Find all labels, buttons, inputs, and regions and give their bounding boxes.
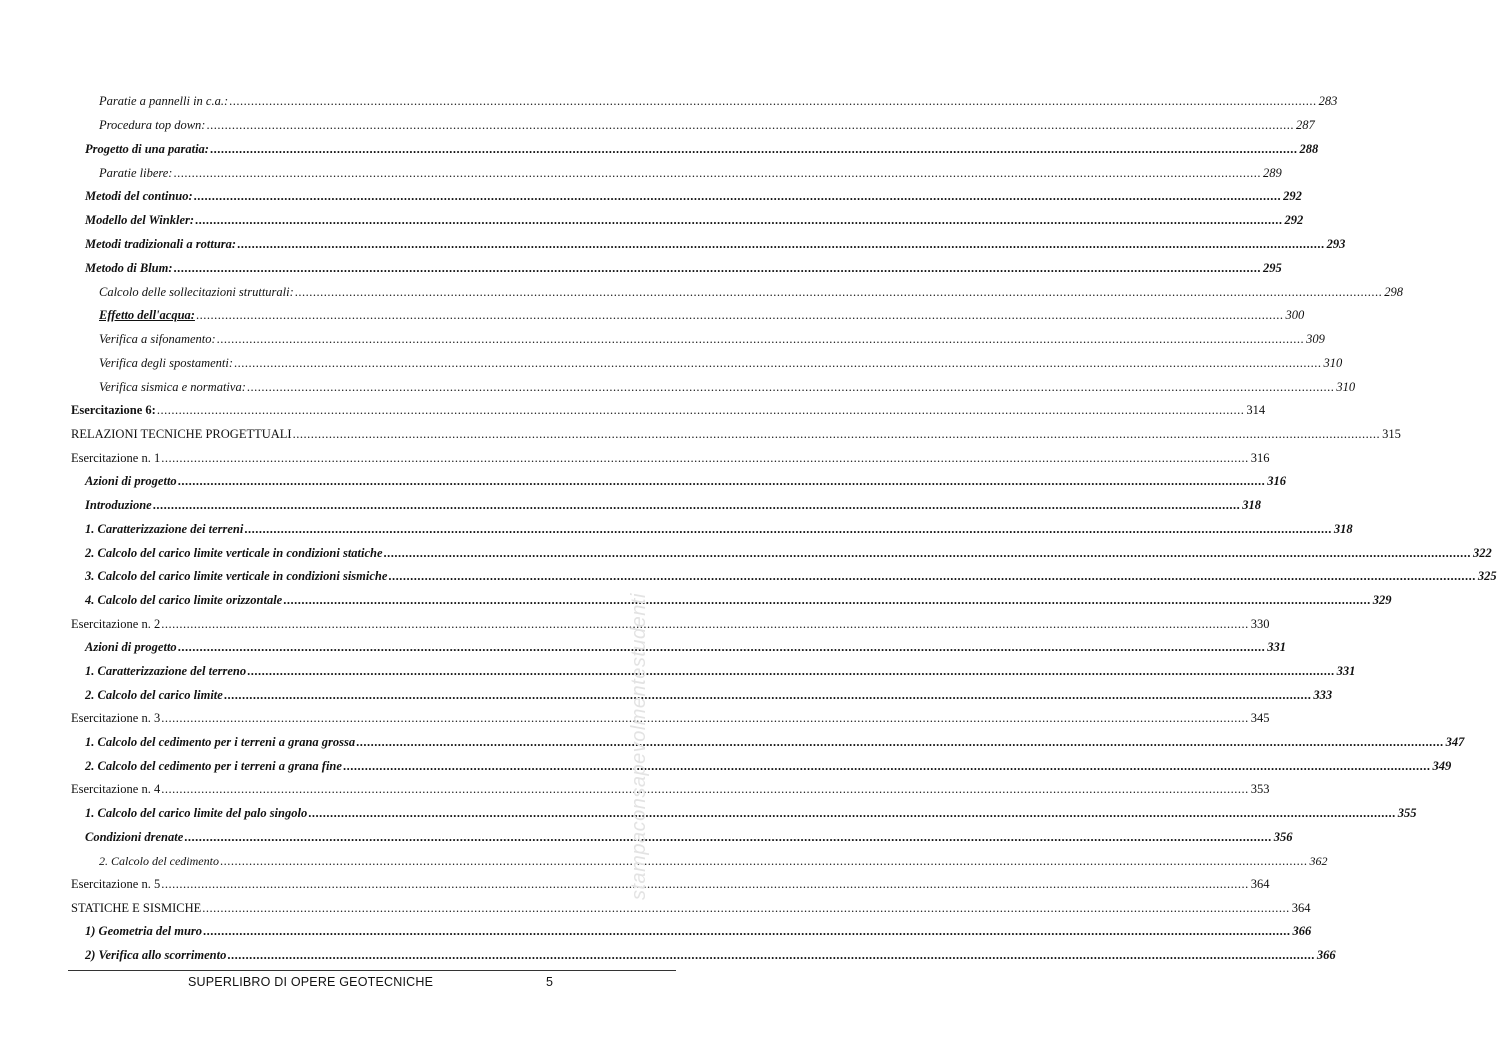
toc-entry-page: 318 bbox=[1242, 498, 1261, 512]
toc-entry-page: 316 bbox=[1250, 451, 1270, 465]
toc-dot-leader: ............................................................................................................................................................................................................................................................................................................ bbox=[195, 308, 1284, 322]
toc-entry[interactable] bbox=[85, 257, 1282, 275]
toc-dot-leader: ............................................................................................................................................................................................................................................................................................................ bbox=[161, 711, 1249, 725]
toc-dot-leader: ............................................................................................................................................................................................................................................................................................................ bbox=[173, 166, 1261, 180]
toc-entry[interactable] bbox=[85, 138, 1319, 156]
toc-entry[interactable] bbox=[99, 850, 1328, 868]
toc-entry-title: 1. Calcolo del cedimento per i terreni a grana grossa bbox=[85, 735, 356, 749]
toc-entry[interactable] bbox=[71, 873, 1270, 891]
toc-entry-page: 345 bbox=[1250, 711, 1270, 725]
toc-entry-title: Metodo di Blum: bbox=[85, 261, 173, 275]
toc-dot-leader: ............................................................................................................................................................................................................................................................................................................ bbox=[292, 427, 1381, 441]
toc-entry-page: 288 bbox=[1299, 142, 1319, 156]
toc-dot-leader: ............................................................................................................................................................................................................................................................................................................ bbox=[246, 380, 1335, 394]
toc-entry-page: 366 bbox=[1292, 924, 1312, 938]
toc-entry[interactable] bbox=[85, 826, 1293, 844]
toc-entry-page: 356 bbox=[1273, 830, 1293, 844]
toc-entry[interactable] bbox=[71, 447, 1270, 465]
toc-entry-title: 1) Geometria del muro bbox=[85, 924, 203, 938]
toc-dot-leader: ............................................................................................................................................................................................................................................................................................................ bbox=[156, 403, 1245, 417]
toc-dot-leader: ............................................................................................................................................................................................................................................................................................................ bbox=[308, 806, 1396, 820]
toc-dot-leader: ............................................................................................................................................................................................................................................................................................................ bbox=[161, 782, 1249, 796]
toc-entry-title: Procedura top down: bbox=[99, 118, 206, 132]
toc-entry-page: 333 bbox=[1313, 688, 1333, 702]
toc-entry-title: Esercitazione n. 3 bbox=[71, 711, 161, 725]
toc-dot-leader: ............................................................................................................................................................................................................................................................................................................ bbox=[173, 261, 1262, 275]
toc-entry-page: 347 bbox=[1445, 735, 1465, 749]
toc-entry-page: 362 bbox=[1309, 854, 1328, 868]
toc-entry[interactable] bbox=[85, 542, 1492, 560]
toc-entry[interactable] bbox=[99, 352, 1343, 370]
toc-dot-leader: ............................................................................................................................................................................................................................................................................................................ bbox=[177, 640, 1266, 654]
toc-entry[interactable] bbox=[71, 423, 1401, 441]
toc-entry-page: 293 bbox=[1326, 237, 1346, 251]
toc-entry-title: Paratie libere: bbox=[99, 166, 173, 180]
toc-dot-leader: ............................................................................................................................................................................................................................................................................................................ bbox=[184, 830, 1272, 844]
toc-entry[interactable] bbox=[85, 209, 1304, 227]
toc-dot-leader: ............................................................................................................................................................................................................................................................................................................ bbox=[229, 94, 1317, 108]
toc-entry-title: Metodi del continuo: bbox=[85, 189, 193, 203]
toc-entry-page: 310 bbox=[1323, 356, 1343, 370]
toc-entry-page: 316 bbox=[1267, 474, 1286, 488]
toc-entry-title: 2) Verifica allo scorrimento bbox=[85, 948, 227, 962]
toc-dot-leader: ............................................................................................................................................................................................................................................................................................................ bbox=[283, 593, 1371, 607]
toc-entry-page: 318 bbox=[1333, 522, 1353, 536]
toc-entry-page: 364 bbox=[1250, 877, 1270, 891]
toc-entry[interactable] bbox=[85, 518, 1353, 536]
toc-entry-page: 349 bbox=[1432, 759, 1452, 773]
toc-entry[interactable] bbox=[99, 281, 1404, 299]
toc-dot-leader: ............................................................................................................................................................................................................................................................................................................ bbox=[152, 498, 1241, 512]
toc-entry[interactable] bbox=[85, 660, 1356, 678]
toc-entry-title: STATICHE E SISMICHE bbox=[71, 901, 202, 915]
toc-entry-page: 331 bbox=[1336, 664, 1356, 678]
toc-entry[interactable] bbox=[99, 304, 1305, 322]
toc-entry-title: Paratie a pannelli in c.a.: bbox=[99, 94, 229, 108]
toc-entry-title: Esercitazione n. 1 bbox=[71, 451, 161, 465]
toc-dot-leader: ............................................................................................................................................................................................................................................................................................................ bbox=[356, 735, 1444, 749]
toc-entry-title: 2. Calcolo del cedimento per i terreni a grana fine bbox=[85, 759, 342, 773]
toc-entry-title: 2. Calcolo del cedimento bbox=[99, 854, 219, 868]
toc-entry[interactable] bbox=[99, 162, 1282, 180]
toc-dot-leader: ............................................................................................................................................................................................................................................................................................................ bbox=[177, 474, 1266, 488]
toc-dot-leader: ............................................................................................................................................................................................................................................................................................................ bbox=[342, 759, 1431, 773]
toc-entry-title: Verifica degli spostamenti: bbox=[99, 356, 234, 370]
toc-entry-title: Metodi tradizionali a rottura: bbox=[85, 237, 237, 251]
toc-entry-title: 1. Calcolo del carico limite del palo singolo bbox=[85, 806, 308, 820]
toc-entry[interactable] bbox=[71, 613, 1270, 631]
toc-entry-title: 4. Calcolo del carico limite orizzontale bbox=[85, 593, 283, 607]
toc-entry-title: Esercitazione n. 4 bbox=[71, 782, 161, 796]
toc-entry[interactable] bbox=[85, 755, 1452, 773]
toc-entry-page: 330 bbox=[1250, 617, 1270, 631]
toc-entry-page: 329 bbox=[1372, 593, 1392, 607]
toc-dot-leader: ............................................................................................................................................................................................................................................................................................................ bbox=[294, 285, 1383, 299]
toc-entry-title: 2. Calcolo del carico limite verticale in condizioni statiche bbox=[85, 546, 383, 560]
toc-entry[interactable] bbox=[85, 494, 1261, 512]
toc-dot-leader: ............................................................................................................................................................................................................................................................................................................ bbox=[195, 213, 1283, 227]
toc-entry-page: 295 bbox=[1263, 261, 1282, 275]
toc-entry-title: Azioni di progetto bbox=[85, 474, 177, 488]
toc-entry-page: 283 bbox=[1318, 94, 1338, 108]
toc-dot-leader: ............................................................................................................................................................................................................................................................................................................ bbox=[234, 356, 1322, 370]
toc-entry[interactable] bbox=[99, 90, 1338, 108]
footer-page-number: 5 bbox=[546, 975, 553, 989]
toc-dot-leader: ............................................................................................................................................................................................................................................................................................................ bbox=[161, 451, 1249, 465]
toc-entry[interactable] bbox=[85, 185, 1302, 203]
toc-entry-page: 325 bbox=[1477, 569, 1497, 583]
toc-entry-page: 300 bbox=[1285, 308, 1305, 322]
toc-entry-title: 1. Caratterizzazione del terreno bbox=[85, 664, 247, 678]
toc-entry-title: Progetto di una paratia: bbox=[85, 142, 209, 156]
toc-entry-page: 364 bbox=[1291, 901, 1311, 915]
toc-entry-title: Effetto dell'acqua: bbox=[99, 308, 195, 322]
toc-entry[interactable] bbox=[71, 707, 1270, 725]
toc-entry-page: 322 bbox=[1473, 546, 1492, 560]
toc-entry-page: 355 bbox=[1397, 806, 1417, 820]
toc-dot-leader: ............................................................................................................................................................................................................................................................................................................ bbox=[227, 948, 1315, 962]
toc-entry[interactable] bbox=[71, 399, 1266, 417]
toc-dot-leader: ............................................................................................................................................................................................................................................................................................................ bbox=[216, 332, 1305, 346]
toc-entry[interactable] bbox=[85, 589, 1392, 607]
toc-dot-leader: ............................................................................................................................................................................................................................................................................................................ bbox=[383, 546, 1472, 560]
toc-entry-title: 3. Calcolo del carico limite verticale in condizioni sismiche bbox=[85, 569, 388, 583]
footer-title: SUPERLIBRO DI OPERE GEOTECNICHE bbox=[188, 975, 434, 989]
toc-entry[interactable] bbox=[85, 802, 1417, 820]
toc-entry-page: 310 bbox=[1336, 380, 1356, 394]
toc-entry[interactable] bbox=[85, 920, 1312, 938]
toc-dot-leader: ............................................................................................................................................................................................................................................................................................................ bbox=[193, 189, 1282, 203]
toc-entry-page: 331 bbox=[1267, 640, 1286, 654]
toc-entry[interactable] bbox=[99, 328, 1325, 346]
toc-dot-leader: ............................................................................................................................................................................................................................................................................................................ bbox=[161, 877, 1249, 891]
toc-dot-leader: ............................................................................................................................................................................................................................................................................................................ bbox=[388, 569, 1476, 583]
toc-entry-page: 298 bbox=[1384, 285, 1404, 299]
toc-dot-leader: ............................................................................................................................................................................................................................................................................................................ bbox=[206, 118, 1294, 132]
toc-entry-page: 366 bbox=[1316, 948, 1336, 962]
toc-entry-title: Modello del Winkler: bbox=[85, 213, 195, 227]
toc-entry[interactable] bbox=[85, 684, 1333, 702]
toc-entry-page: 289 bbox=[1262, 166, 1282, 180]
footer-divider bbox=[68, 970, 676, 971]
toc-entry-title: Condizioni drenate bbox=[85, 830, 184, 844]
toc-entry[interactable] bbox=[85, 731, 1465, 749]
toc-dot-leader: ............................................................................................................................................................................................................................................................................................................ bbox=[223, 688, 1312, 702]
toc-entry-page: 292 bbox=[1284, 213, 1304, 227]
toc-dot-leader: ............................................................................................................................................................................................................................................................................................................ bbox=[247, 664, 1335, 678]
toc-entry[interactable] bbox=[85, 944, 1336, 962]
toc-dot-leader: ............................................................................................................................................................................................................................................................................................................ bbox=[219, 854, 1308, 868]
toc-entry-page: 292 bbox=[1283, 189, 1302, 203]
toc-entry-page: 287 bbox=[1295, 118, 1315, 132]
toc-entry-title: Azioni di progetto bbox=[85, 640, 177, 654]
toc-entry-title: 1. Caratterizzazione dei terreni bbox=[85, 522, 244, 536]
toc-entry[interactable] bbox=[85, 470, 1286, 488]
toc-dot-leader: ............................................................................................................................................................................................................................................................................................................ bbox=[244, 522, 1332, 536]
toc-entry[interactable] bbox=[71, 778, 1270, 796]
toc-entry-title: Verifica a sifonamento: bbox=[99, 332, 216, 346]
toc-entry-title: Verifica sismica e normativa: bbox=[99, 380, 246, 394]
toc-entry[interactable] bbox=[85, 636, 1286, 654]
toc-entry-page: 314 bbox=[1246, 403, 1266, 417]
toc-entry[interactable] bbox=[99, 114, 1315, 132]
toc-entry-title: 2. Calcolo del carico limite bbox=[85, 688, 223, 702]
toc-entry-title: Esercitazione 6: bbox=[71, 403, 156, 417]
toc-entry[interactable] bbox=[85, 233, 1346, 251]
toc-dot-leader: ............................................................................................................................................................................................................................................................................................................ bbox=[237, 237, 1325, 251]
toc-entry[interactable] bbox=[85, 565, 1497, 583]
toc-entry-title: Esercitazione n. 2 bbox=[71, 617, 161, 631]
toc-dot-leader: ............................................................................................................................................................................................................................................................................................................ bbox=[209, 142, 1298, 156]
toc-entry-page: 309 bbox=[1306, 332, 1325, 346]
toc-entry[interactable] bbox=[71, 897, 1311, 915]
toc-entry-title: Calcolo delle sollecitazioni strutturali: bbox=[99, 285, 294, 299]
toc-entry[interactable] bbox=[99, 376, 1356, 394]
toc-entry-title: RELAZIONI TECNICHE PROGETTUALI bbox=[71, 427, 292, 441]
watermark-text: stampaconsapevolmentestudenti bbox=[628, 593, 650, 900]
toc-dot-leader: ............................................................................................................................................................................................................................................................................................................ bbox=[202, 901, 1290, 915]
toc-entry-page: 353 bbox=[1250, 782, 1270, 796]
toc-entry-title: Esercitazione n. 5 bbox=[71, 877, 161, 891]
toc-entry-page: 315 bbox=[1382, 427, 1401, 441]
toc-dot-leader: ............................................................................................................................................................................................................................................................................................................ bbox=[161, 617, 1249, 631]
toc-entry-title: Introduzione bbox=[85, 498, 152, 512]
toc-dot-leader: ............................................................................................................................................................................................................................................................................................................ bbox=[203, 924, 1291, 938]
